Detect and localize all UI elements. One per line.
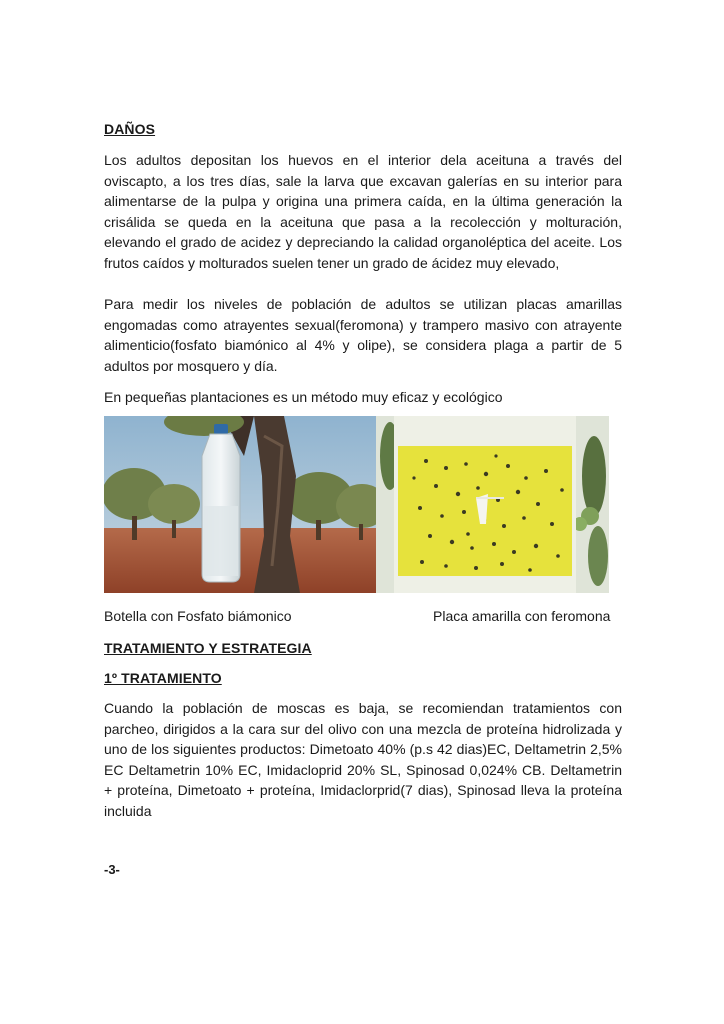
treatment-paragraph: Cuando la población de moscas es baja, se recomiendan tratamientos con parcheo, dirigidos a la cara sur del olivo con una mezcla de proteína hidrolizada y uno de los siguientes productos: Dimetoato 40% (p.s 42 dias)EC, Deltametrin 2,5% EC Deltametrin 10% EC, Imidacloprid 20% SL, Spinosad 0,024% CB. Deltametrin + proteína, Dimetoato + proteína, Imidaclorprid(7 dias), Spinosad lleva la proteína incluida — [104, 700, 622, 819]
danos-paragraph-1: Los adultos depositan los huevos en el interior dela aceituna a través del oviscapto, a los tres días, sale la larva que excavan galerías en su interior para alimentarse de la pulpa y origina una primera caída, en la última generación la crisálida se queda en la aceituna que pasa a la recolección y molturación, elevando el grado de acidez y depreciando la calidad organoléptica del aceite. Los frutos caídos y molturados suelen tener un grado de ácidez muy elevado, — [104, 152, 622, 271]
bottle-trap-caption: Botella con Fosfato biámonico — [104, 608, 292, 624]
page-number: -3- — [104, 862, 120, 877]
danos-paragraph-2: Para medir los niveles de población de adultos se utilizan placas amarillas engomadas como atrayentes sexual(feromona) y trampero masivo con atrayente alimenticio(fosfato biamónico al 4% y olipe), se considera plaga a partir de 5 adultos por mosquero y día. — [104, 296, 622, 374]
bottle-trap-photo — [104, 416, 376, 593]
treatment-heading: TRATAMIENTO Y ESTRATEGIA — [104, 640, 312, 656]
yellow-trap-photo — [376, 416, 609, 593]
danos-heading: DAÑOS — [104, 121, 156, 137]
danos-paragraph-3: En pequeñas plantaciones es un método muy eficaz y ecológico — [104, 389, 503, 405]
first-treatment-heading: 1º TRATAMIENTO — [104, 670, 222, 686]
yellow-trap-caption: Placa amarilla con feromona — [433, 608, 611, 624]
